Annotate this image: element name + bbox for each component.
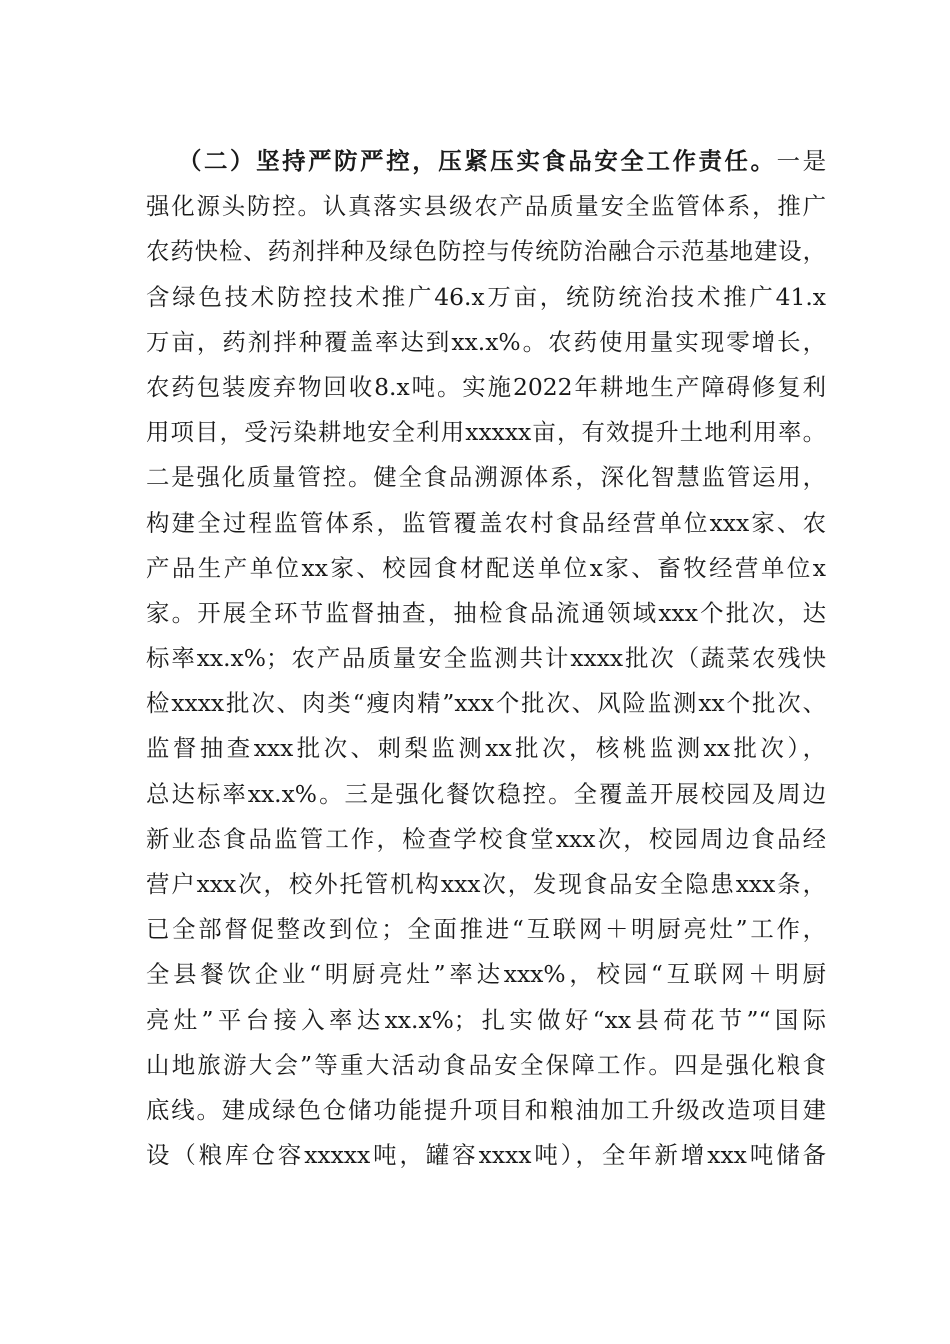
paragraph-line: 全县餐饮企业“明厨亮灶”率达xxx%，校园“互联网＋明厨 (146, 960, 826, 989)
paragraph-line: 底线。建成绿色仓储功能提升项目和粮油加工升级改造项目建 (146, 1095, 826, 1124)
document-body (146, 139, 826, 1178)
paragraph-line: 已全部督促整改到位；全面推进“互联网＋明厨亮灶”工作， (146, 915, 826, 944)
paragraph-line: 标率xx.x%；农产品质量安全监测共计xxxx批次（蔬菜农残快 (146, 644, 826, 673)
paragraph-line: 亮灶”平台接入率达xx.x%；扎实做好“xx县荷花节”“国际 (146, 1005, 826, 1034)
paragraph-line: 设（粮库仓容xxxxx吨，罐容xxxx吨），全年新增xxx吨储备 (146, 1141, 826, 1170)
paragraph-line: 农药包装废弃物回收8.x吨。实施2022年耕地生产障碍修复利 (146, 372, 826, 401)
paragraph-line: 含绿色技术防控技术推广46.x万亩，统防统治技术推广41.x (146, 282, 826, 311)
paragraph-line: 营户xxx次，校外托管机构xxx次，发现食品安全隐患xxx条， (146, 870, 826, 898)
paragraph-line: 新业态食品监管工作，检查学校食堂xxx次，校园周边食品经 (146, 824, 826, 853)
paragraph-line: 产品生产单位xx家、校园食材配送单位x家、畜牧经营单位x (146, 553, 826, 582)
paragraph-line: 强化源头防控。认真落实县级农产品质量安全监管体系，推广 (146, 192, 826, 221)
paragraph-line: 二是强化质量管控。健全食品溯源体系，深化智慧监管运用， (146, 463, 826, 492)
paragraph-line: 用项目，受污染耕地安全利用xxxxx亩，有效提升土地利用率。 (146, 418, 826, 447)
paragraph-line: 总达标率xx.x%。三是强化餐饮稳控。全覆盖开展校园及周边 (146, 779, 826, 808)
paragraph-line: 监督抽查xxx批次、刺梨监测xx批次，核桃监测xx批次）， (146, 734, 826, 763)
paragraph-line: 万亩，药剂拌种覆盖率达到xx.x%。农药使用量实现零增长， (146, 327, 826, 356)
paragraph-line: 山地旅游大会”等重大活动食品安全保障工作。四是强化粮食 (146, 1050, 826, 1079)
paragraph-line-text: 一是 (776, 147, 827, 175)
paragraph-line: 家。开展全环节监督抽查，抽检食品流通领域xxx个批次，达 (146, 598, 826, 627)
section-heading: （二）坚持严防严控，压紧压实食品安全工作责任。 (178, 147, 777, 175)
paragraph-line: 农药快检、药剂拌种及绿色防控与传统防治融合示范基地建设， (146, 237, 826, 266)
paragraph-line: 检xxxx批次、肉类“瘦肉精”xxx个批次、风险监测xx个批次、 (146, 689, 826, 718)
paragraph-line: 构建全过程监管体系，监管覆盖农村食品经营单位xxx家、农 (146, 508, 826, 537)
paragraph-line (146, 139, 826, 184)
